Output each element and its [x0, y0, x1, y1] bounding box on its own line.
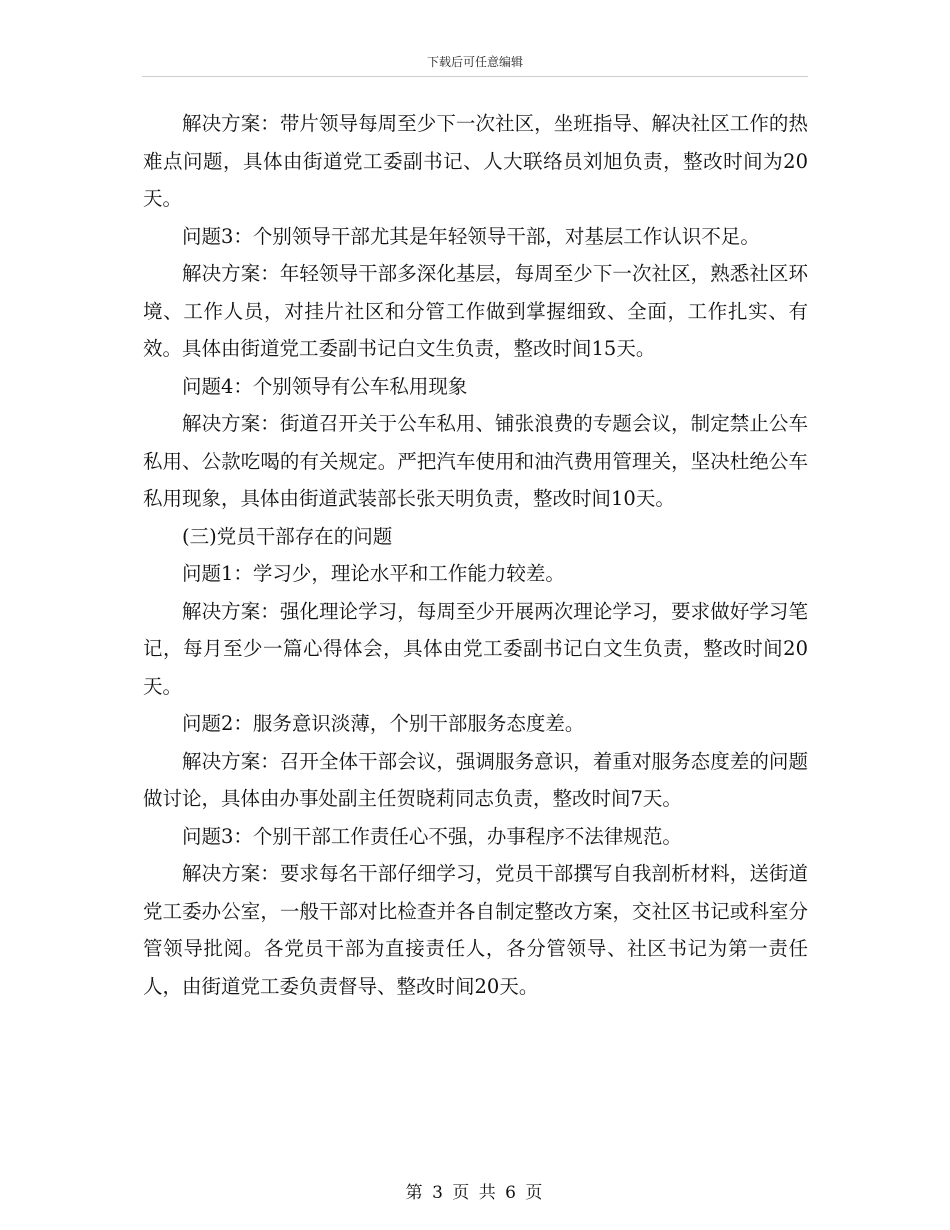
- header-divider: [142, 76, 808, 77]
- paragraph: 解决方案：召开全体干部会议，强调服务意识，着重对服务态度差的问题做讨论，具体由办事处副主任贺晓莉同志负责，整改时间7天。: [143, 749, 808, 810]
- paragraph: 解决方案：要求每名干部仔细学习，党员干部撰写自我剖析材料，送街道党工委办公室，一般干部对比检查并各自制定整改方案，交社区书记或科室分管领导批阅。各党员干部为直接责任人，各分管领导、社区书记为第一责任人，由街道党工委负责督导、整改时间20天。: [143, 862, 808, 998]
- section-heading: (三)党员干部存在的问题: [182, 524, 393, 548]
- paragraph: 问题2：服务意识淡薄，个别干部服务态度差。: [182, 712, 585, 735]
- paragraph: 解决方案：年轻领导干部多深化基层，每周至少下一次社区，熟悉社区环境、工作人员，对挂片社区和分管工作做到掌握细致、全面，工作扎实、有效。具体由街道党工委副书记白文生负责，整改时间15天。: [143, 262, 808, 360]
- document-body: [143, 105, 808, 1005]
- paragraph: 解决方案：街道召开关于公车私用、铺张浪费的专题会议，制定禁止公车私用、公款吃喝的有关规定。严把汽车使用和油汽费用管理关，坚决杜绝公车私用现象，具体由街道武装部长张天明负责，整改时间10天。: [143, 412, 808, 510]
- paragraph: 问题3：个别干部工作责任心不强，办事程序不法律规范。: [182, 824, 682, 848]
- paragraph: 解决方案：强化理论学习，每周至少开展两次理论学习，要求做好学习笔记，每月至少一篇心得体会，具体由党工委副书记白文生负责，整改时间20天。: [143, 599, 808, 698]
- paragraph: 问题4：个别领导有公车私用现象: [182, 374, 468, 398]
- page-header: 下载后可任意编辑: [426, 55, 523, 69]
- paragraph: 解决方案：带片领导每周至少下一次社区，坐班指导、解决社区工作的热难点问题，具体由街道党工委副书记、人大联络员刘旭负责，整改时间为20天。: [143, 112, 808, 210]
- paragraph: 问题3：个别领导干部尤其是年轻领导干部，对基层工作认识不足。: [182, 224, 760, 248]
- page-footer: 第 3 页 共 6 页: [405, 1183, 545, 1203]
- paragraph: 问题1：学习少，理论水平和工作能力较差。: [182, 562, 565, 585]
